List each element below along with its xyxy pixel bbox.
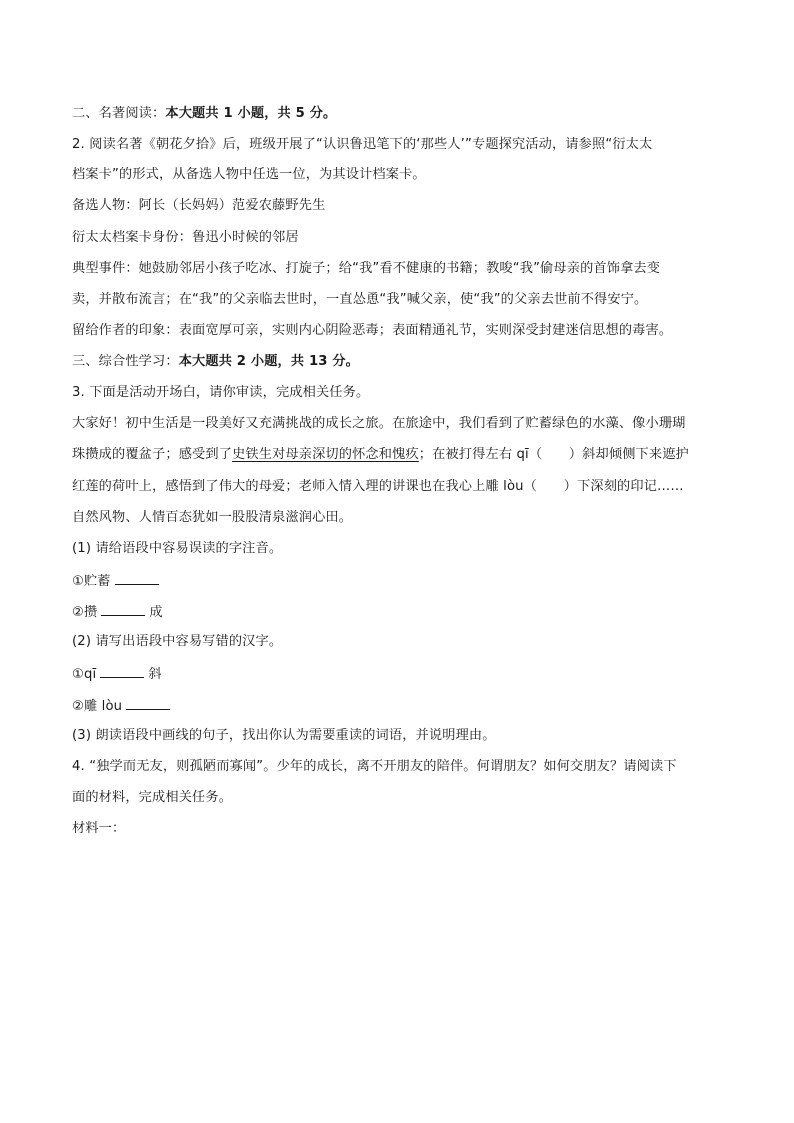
q3-task-1-item-a [72, 570, 163, 592]
underlined-sentence: 史铁生对母亲深切的怀念和愧疚 [232, 447, 419, 462]
q3-passage-line-1: 大家好！初中生活是一段美好又充满挑战的成长之旅。在旅途中，我们看到了贮蓄绿色的水藻、像小珊瑚 [72, 416, 686, 431]
q3-passage-line-3: 红莲的荷叶上，感悟到了伟大的母爱；老师入情入理的讲课也在我心上雕 lòu（ ）下深刻的印记…… [72, 479, 684, 494]
q3-task-2-item-a-suffix: 斜 [148, 667, 162, 682]
section-2-heading [72, 104, 336, 124]
q2-prompt-line-1: 2. 阅读名著《朝花夕拾》后，班级开展了“认识鲁迅笔下的‘那些人’”专题探究活动，请参照“衍太太 [72, 137, 653, 152]
section-2-heading-prefix: 二、名著阅读： [72, 106, 166, 121]
answer-blank[interactable] [101, 601, 145, 616]
q3-task-3: (3) 朗读语段中画线的句子，找出你认为需要重读的词语，并说明理由。 [72, 728, 496, 743]
q3-passage-line-2-start: 珠攒成的覆盆子；感受到了 [72, 447, 233, 462]
q3-task-1-item-b [72, 601, 163, 623]
section-3-heading-score: 本大题共 2 小题，共 13 分。 [178, 354, 360, 369]
q2-candidates: 备选人物：阿长（长妈妈）范爱农藤野先生 [72, 198, 326, 213]
q2-impression: 留给作者的印象：表面宽厚可亲，实则内心阴险恶毒；表面精通礼节，实则深受封建迷信思想的毒害。 [72, 323, 673, 338]
q2-events-line-2: 卖，并散布流言；在“我”的父亲临去世时，一直怂恿“我”喊父亲，使“我”的父亲去世前不得安宁。 [72, 292, 648, 307]
q2-identity: 衍太太档案卡身份：鲁迅小时候的邻居 [72, 230, 299, 245]
q3-task-2-item-b-label: ②雕 lòu [72, 699, 123, 714]
answer-blank[interactable] [115, 570, 159, 585]
q2-prompt-line-2: 档案卡”的形式，从备选人物中任选一位，为其设计档案卡。 [72, 167, 426, 182]
q3-passage-line-4: 自然风物、人情百态犹如一股股清泉滋润心田。 [72, 510, 353, 525]
q3-task-1-item-b-label: ②攒 [72, 605, 98, 620]
section-3-heading [72, 352, 359, 372]
q4-prompt-line-2: 面的材料，完成相关任务。 [72, 790, 233, 805]
q3-passage-line-2 [72, 445, 689, 465]
q4-material-label: 材料一： [72, 821, 126, 836]
section-2-heading-score: 本大题共 1 小题，共 5 分。 [165, 106, 337, 121]
q3-task-2: (2) 请写出语段中容易写错的汉字。 [72, 634, 283, 649]
q3-passage-line-2-end: ；在被打得左右 qī（ ）斜却倾侧下来遮护 [418, 447, 689, 462]
q3-task-2-item-a [72, 663, 162, 685]
q2-events-line-1: 典型事件：她鼓励邻居小孩子吃冰、打旋子；给“我”看不健康的书籍；教唆“我”偷母亲的首饰拿去变 [72, 261, 661, 276]
q4-prompt-line-1: 4. “独学而无友，则孤陋而寡闻”。少年的成长，离不开朋友的陪伴。何谓朋友？如何交朋友？请阅读下 [72, 759, 677, 774]
section-3-heading-prefix: 三、综合性学习： [72, 354, 179, 369]
q3-task-2-item-a-label: ①qī [72, 667, 97, 682]
q3-intro: 3. 下面是活动开场白，请你审读，完成相关任务。 [72, 385, 370, 400]
q3-task-1: (1) 请给语段中容易误读的字注音。 [72, 541, 283, 556]
q3-task-2-item-b [72, 695, 174, 717]
answer-blank[interactable] [126, 695, 170, 710]
q3-task-1-item-b-suffix: 成 [149, 605, 163, 620]
q3-task-1-item-a-label: ①贮蓄 [72, 574, 111, 589]
answer-blank[interactable] [100, 663, 144, 678]
